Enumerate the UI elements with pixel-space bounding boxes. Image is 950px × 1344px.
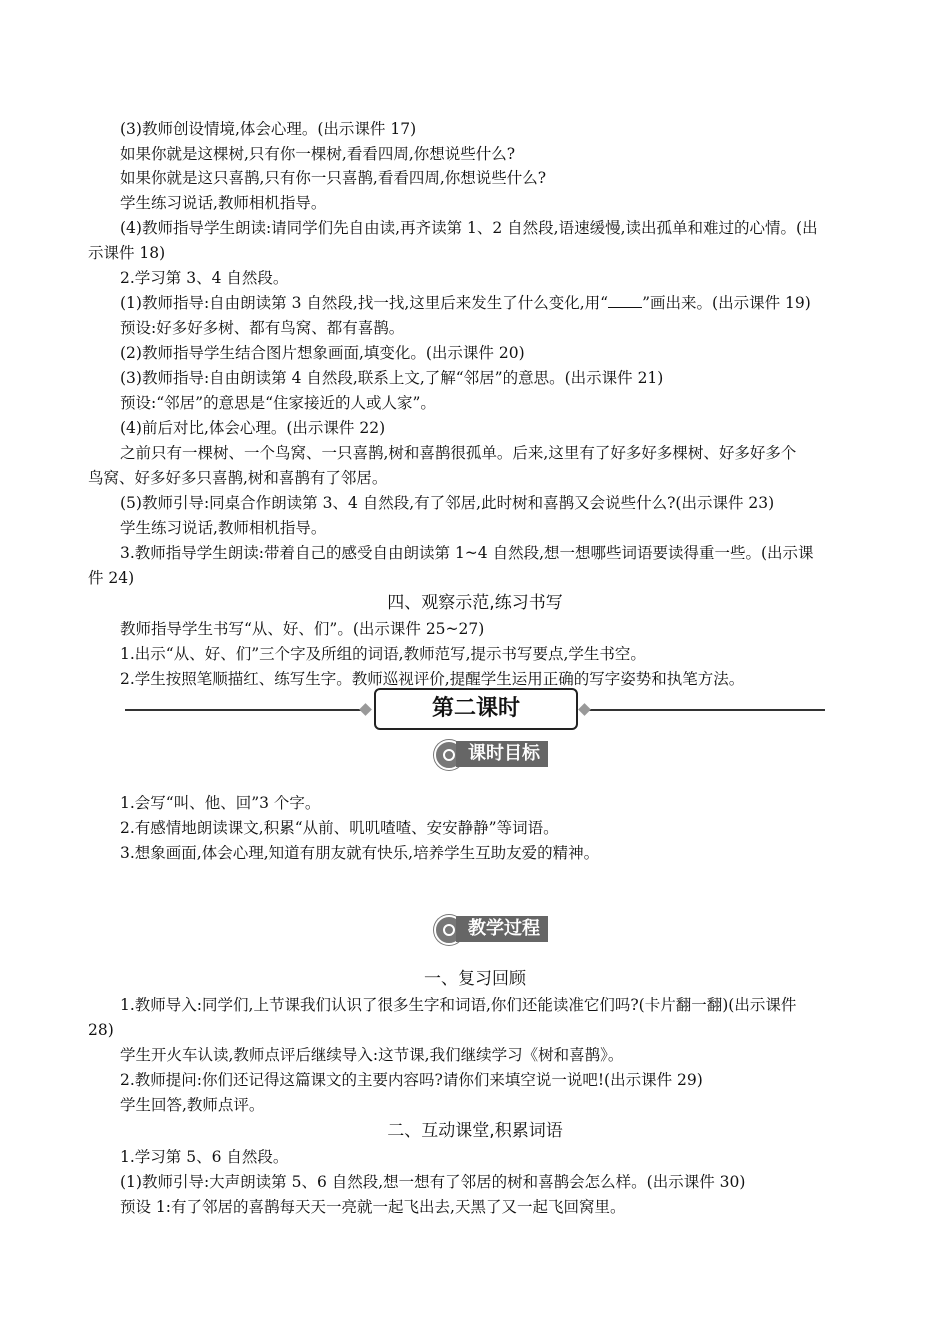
badge-label: 课时目标 <box>456 741 548 767</box>
paragraph: (2)教师指导学生结合图片想象画面,填变化。(出示课件 20) <box>120 344 525 362</box>
paragraph: 1.会写“叫、他、回”3 个字。 <box>120 794 321 812</box>
paragraph-continuation: 28) <box>88 1021 114 1039</box>
paragraph: 1.学习第 5、6 自然段。 <box>120 1148 289 1166</box>
paragraph: 预设 1:有了邻居的喜鹊每天天一亮就一起飞出去,天黑了又一起飞回窝里。 <box>120 1198 626 1216</box>
section-badge <box>434 913 554 943</box>
paragraph: 学生回答,教师点评。 <box>120 1096 265 1114</box>
paragraph: 2.学习第 3、4 自然段。 <box>120 269 289 287</box>
paragraph-part: (1)教师指导:自由朗读第 3 自然段,找一找,这里后来发生了什么变化,用“ <box>120 294 609 312</box>
paragraph: 学生开火车认读,教师点评后继续导入:这节课,我们继续学习《树和喜鹊》。 <box>120 1046 624 1064</box>
paragraph: 学生练习说话,教师相机指导。 <box>120 194 327 212</box>
paragraph-continuation: 鸟窝、好多好多只喜鹊,树和喜鹊有了邻居。 <box>88 469 388 487</box>
paragraph: (1)教师引导:大声朗读第 5、6 自然段,想一想有了邻居的树和喜鹊会怎么样。(出示课件 30) <box>120 1173 746 1191</box>
paragraph: 预设:好多好多树、都有鸟窝、都有喜鹊。 <box>120 319 405 337</box>
fill-blank-line <box>608 293 642 308</box>
paragraph: 如果你就是这只喜鹊,只有你一只喜鹊,看看四周,你想说些什么? <box>120 169 547 187</box>
paragraph: (5)教师引导:同桌合作朗读第 3、4 自然段,有了邻居,此时树和喜鹊又会说些什么?(出示课件 23) <box>120 494 775 512</box>
lesson-title: 第二课时 <box>374 688 578 730</box>
section-heading: 四、观察示范,练习书写 <box>387 593 563 613</box>
paragraph-part: ”画出来。(出示课件 19) <box>642 294 811 312</box>
paragraph: 3.想象画面,体会心理,知道有朋友就有快乐,培养学生互助友爱的精神。 <box>120 844 600 862</box>
paragraph: 2.教师提问:你们还记得这篇课文的主要内容吗?请你们来填空说一说吧!(出示课件 29) <box>120 1071 703 1089</box>
divider-rule-left <box>125 709 361 711</box>
paragraph: (3)教师创设情境,体会心理。(出示课件 17) <box>120 120 417 138</box>
paragraph: 预设:“邻居”的意思是“住家接近的人或人家”。 <box>120 394 436 412</box>
paragraph: 2.有感情地朗读课文,积累“从前、叽叽喳喳、安安静静”等词语。 <box>120 819 559 837</box>
paragraph: 1.出示“从、好、们”三个字及所组的词语,教师范写,提示书写要点,学生书空。 <box>120 645 646 663</box>
paragraph: 教师指导学生书写“从、好、们”。(出示课件 25~27) <box>120 620 485 638</box>
badge-label: 教学过程 <box>456 916 548 942</box>
paragraph: 2.学生按照笔顺描红、练写生字。教师巡视评价,提醒学生运用正确的写字姿势和执笔方法。 <box>120 670 745 688</box>
section-heading: 二、互动课堂,积累词语 <box>387 1121 563 1141</box>
paragraph: 1.教师导入:同学们,上节课我们认识了很多生字和词语,你们还能读准它们吗?(卡片翻一翻)(出示课件 <box>120 996 797 1014</box>
divider-diamond-right <box>578 703 591 716</box>
paragraph: (4)前后对比,体会心理。(出示课件 22) <box>120 419 386 437</box>
paragraph: 3.教师指导学生朗读:带着自己的感受自由朗读第 1~4 自然段,想一想哪些词语要读得重一些。(出示课 <box>120 544 814 562</box>
lesson-divider <box>125 694 825 726</box>
paragraph: (4)教师指导学生朗读:请同学们先自由读,再齐读第 1、2 自然段,语速缓慢,读出孤单和难过的心情。(出 <box>120 219 818 237</box>
section-badge <box>434 738 554 768</box>
paragraph: 之前只有一棵树、一个鸟窝、一只喜鹊,树和喜鹊很孤单。后来,这里有了好多好多棵树、好多好多个 <box>120 444 797 462</box>
paragraph: 学生练习说话,教师相机指导。 <box>120 519 327 537</box>
divider-diamond-left <box>359 703 372 716</box>
paragraph-continuation: 示课件 18) <box>88 244 166 262</box>
paragraph: 如果你就是这棵树,只有你一棵树,看看四周,你想说些什么? <box>120 145 516 163</box>
divider-rule-right <box>587 709 825 711</box>
paragraph: (3)教师指导:自由朗读第 4 自然段,联系上文,了解“邻居”的意思。(出示课件 21) <box>120 369 664 387</box>
paragraph-continuation: 件 24) <box>88 569 135 587</box>
paragraph <box>0 291 950 315</box>
section-heading: 一、复习回顾 <box>424 969 526 989</box>
